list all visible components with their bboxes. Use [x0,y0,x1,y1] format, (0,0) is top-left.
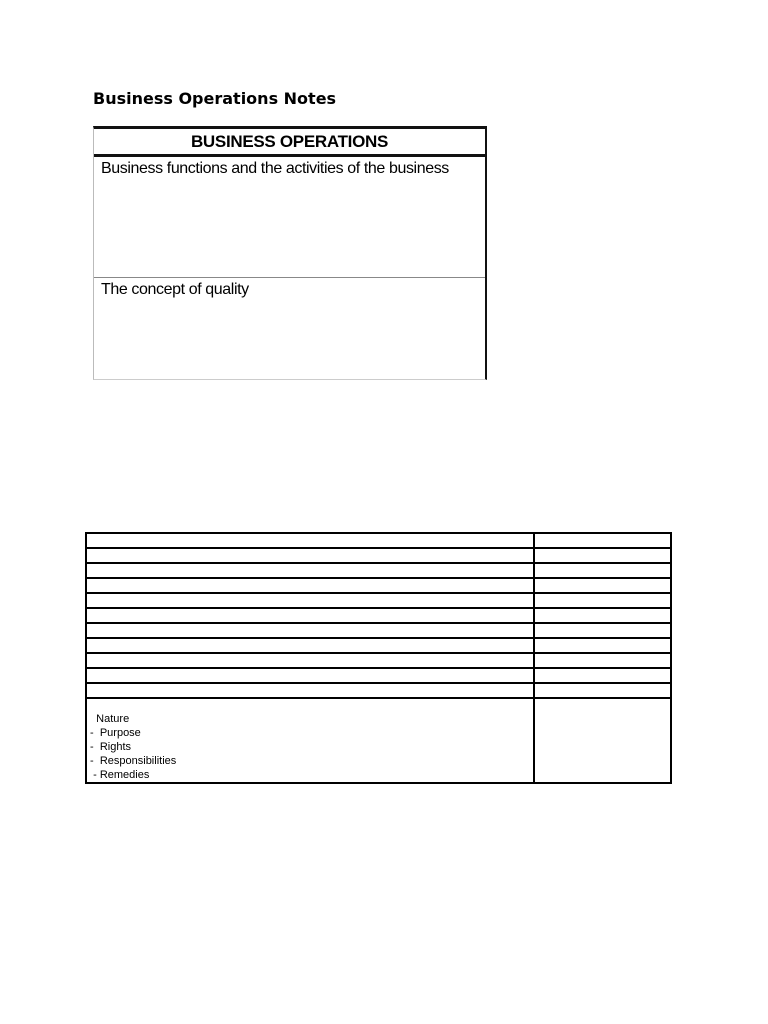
table-cell [534,683,671,698]
table-row-notes [86,698,671,783]
table-row [86,533,671,548]
table-cell [86,593,534,608]
table-cell [534,623,671,638]
table-cell [86,623,534,638]
table-cell [534,653,671,668]
note-responsibilities: - Responsibilities [87,755,177,767]
table-cell [86,533,534,548]
table-cell [86,563,534,578]
note-purpose: - Purpose [87,727,141,739]
table-cell [534,533,671,548]
table-cell [534,638,671,653]
table-cell [86,638,534,653]
table-row [86,668,671,683]
table-row [86,683,671,698]
table-cell [86,578,534,593]
business-operations-table [93,126,487,380]
table-cell [86,608,534,623]
table-row [86,623,671,638]
table-row [86,608,671,623]
table-cell [534,698,671,783]
table-cell [534,608,671,623]
table-row [86,593,671,608]
concept-of-quality-row: The concept of quality [101,281,249,298]
table-cell [86,683,534,698]
table-row [86,638,671,653]
table-row [86,563,671,578]
table-row [86,548,671,563]
note-remedies: - Remedies [87,769,150,781]
table-cell [534,593,671,608]
business-functions-row: Business functions and the activities of the business [94,157,485,278]
note-nature: Nature [87,713,130,725]
table-cell [534,548,671,563]
table-row [86,653,671,668]
business-operations-header: BUSINESS OPERATIONS [94,129,485,157]
table-cell [86,668,534,683]
table-row [86,578,671,593]
notes-list [87,699,533,782]
notes-grid-table [85,532,672,784]
page-title: Business Operations Notes [93,89,337,108]
table-cell [86,548,534,563]
notes-cell [86,698,534,783]
note-rights: - Rights [87,741,132,753]
table-cell [534,563,671,578]
table-cell [86,653,534,668]
table-cell [534,578,671,593]
table-cell [534,668,671,683]
